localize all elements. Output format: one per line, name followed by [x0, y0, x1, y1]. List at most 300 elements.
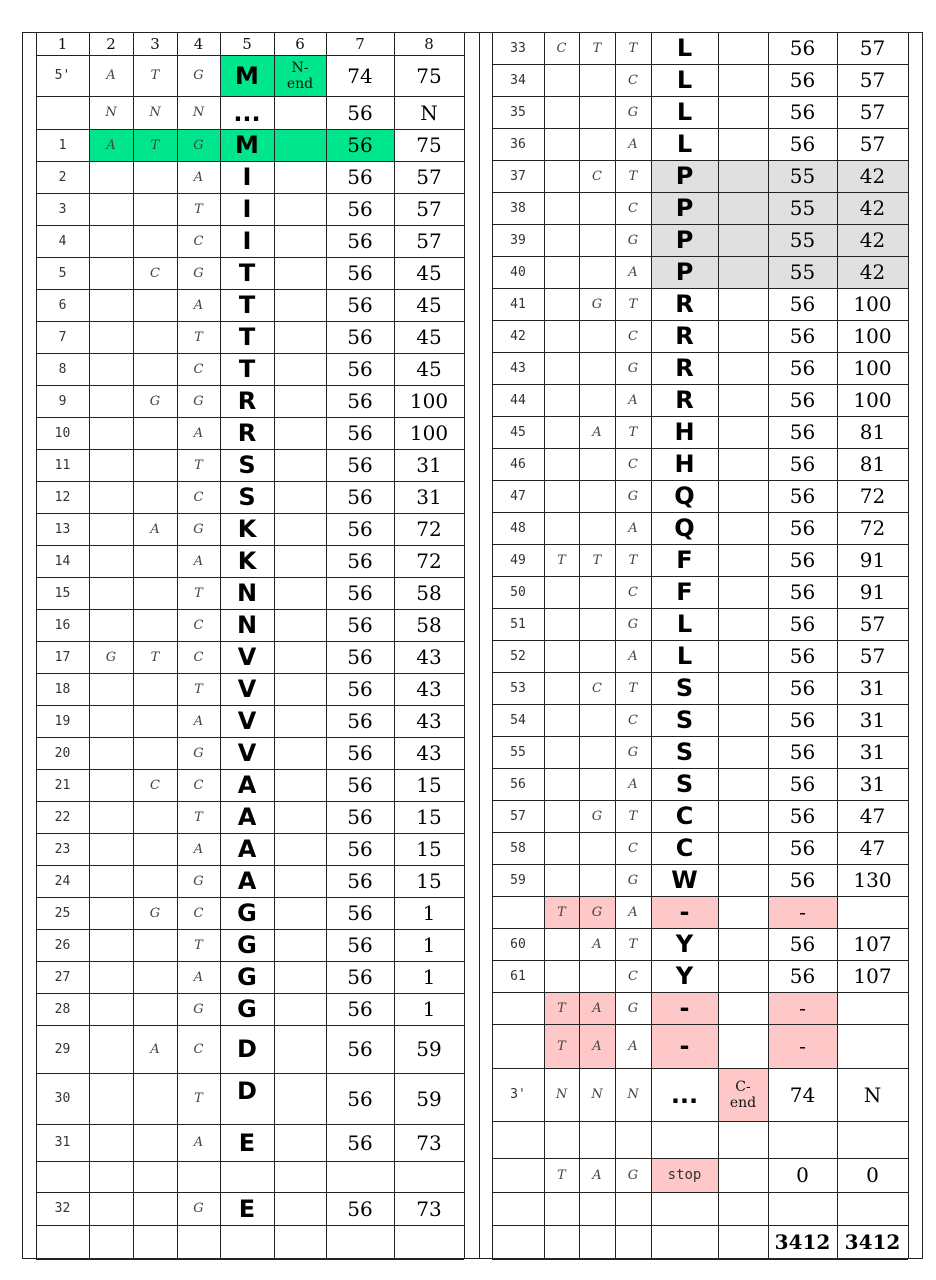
- right-row-rule: [492, 544, 908, 545]
- left-cell-b3: T: [194, 329, 203, 345]
- left-cell-b2: G: [149, 393, 161, 409]
- left-cell-c7: 56: [347, 485, 373, 509]
- right-row-rule: [492, 960, 908, 961]
- right-row-rule: [492, 96, 908, 97]
- left-row-rule: [36, 449, 464, 450]
- right-cell-b1: T: [557, 1038, 566, 1054]
- right-cell-c7: 56: [789, 388, 816, 412]
- left-cell-c7: 56: [347, 709, 373, 733]
- left-cell-n: 7: [58, 329, 67, 345]
- right-rule: [718, 32, 719, 1259]
- left-cell-c7: 56: [347, 613, 373, 637]
- left-cell-n: 19: [54, 713, 71, 729]
- left-cell-n: 5: [58, 265, 67, 281]
- right-row-rule: [492, 512, 908, 513]
- left-cell-aa: D: [237, 1035, 257, 1063]
- right-rule: [479, 32, 480, 1259]
- left-cell-b2: N: [149, 105, 161, 120]
- right-row-rule: [492, 1158, 908, 1159]
- right-cell-aa: P: [675, 194, 694, 222]
- right-cell-b2: G: [591, 296, 603, 312]
- left-cell-b3: C: [193, 1041, 204, 1057]
- left-row-rule: [36, 321, 464, 322]
- left-cell-aa: T: [238, 323, 256, 351]
- header-rule: [36, 55, 464, 56]
- right-row-rule: [492, 992, 908, 993]
- left-cell-aa: I: [242, 195, 252, 223]
- right-rule: [544, 32, 545, 1259]
- left-cell-n: 13: [54, 521, 71, 537]
- right-cell-c7: 56: [789, 100, 816, 124]
- left-cell-b3: N: [192, 105, 205, 120]
- left-cell-aa: V: [237, 675, 257, 703]
- left-cell-c7: 56: [347, 1086, 373, 1111]
- left-cell-c7: 56: [347, 133, 373, 157]
- left-cell-aa: M: [235, 131, 259, 159]
- right-cell-c7: 55: [789, 164, 816, 188]
- right-cell-b2: N: [591, 1087, 603, 1102]
- left-cell-c8: 75: [416, 133, 442, 157]
- left-cell-aa: E: [238, 1194, 256, 1223]
- right-row-rule: [492, 1259, 908, 1260]
- left-row-rule: [36, 385, 464, 386]
- right-cell-b1: C: [556, 40, 567, 56]
- left-cell-c8: 1: [422, 933, 436, 957]
- right-cell-aa: S: [675, 770, 694, 798]
- right-cell-c7: 56: [789, 356, 816, 380]
- right-cell-aa: Q: [674, 482, 695, 510]
- right-row-rule: [492, 192, 908, 193]
- left-row-rule: [36, 161, 464, 162]
- right-cell-aa: H: [674, 450, 695, 478]
- left-cell-aa: V: [237, 643, 257, 671]
- left-row-rule: [36, 353, 464, 354]
- right-cell-c8: 31: [859, 740, 886, 764]
- left-row-rule: [36, 833, 464, 834]
- right-rule: [922, 32, 923, 1259]
- right-rule: [492, 32, 493, 1259]
- left-row-rule: [36, 225, 464, 226]
- left-cell-n: 9: [58, 393, 67, 409]
- right-cell-n: 60: [510, 936, 526, 952]
- right-cell-aa: -: [679, 1032, 690, 1060]
- right-cell-b2: A: [592, 1167, 602, 1183]
- right-cell-b2: A: [592, 1000, 602, 1016]
- right-cell-c8: 100: [853, 324, 892, 348]
- right-cell-b3: A: [628, 392, 638, 408]
- left-cell-n: 24: [54, 873, 71, 889]
- left-cell-b3: G: [193, 745, 204, 761]
- right-cell-aa: C: [675, 802, 694, 830]
- left-row-rule: [36, 641, 464, 642]
- left-cell-n: 26: [54, 937, 71, 953]
- left-row-rule: [36, 865, 464, 866]
- left-cell-b2: G: [149, 905, 161, 921]
- right-cell-n: 34: [510, 72, 526, 88]
- left-row-rule: [36, 705, 464, 706]
- left-cell-c7: 56: [347, 1130, 373, 1155]
- left-cell-c7: 56: [347, 357, 373, 381]
- right-cell-b2: C: [592, 168, 602, 184]
- left-cell-aa: R: [237, 419, 257, 447]
- right-cell-b2: A: [592, 936, 602, 952]
- left-cell-b3: C: [193, 233, 204, 249]
- right-cell-c8: 72: [859, 516, 886, 540]
- left-cell-c7: 56: [347, 100, 373, 125]
- right-cell-aa: L: [676, 642, 693, 670]
- right-cell-aa: L: [676, 98, 693, 126]
- left-cell-n: 31: [54, 1135, 71, 1150]
- right-cell-n: 39: [510, 232, 526, 248]
- right-cell-c8: 57: [859, 612, 886, 636]
- right-cell-c8: 91: [859, 580, 886, 604]
- column-header-2: 2: [106, 34, 116, 53]
- right-cell-aa: -: [679, 898, 690, 926]
- right-cell-n: 41: [510, 296, 526, 312]
- right-cell-n: 40: [510, 264, 526, 280]
- left-cell-b3: G: [193, 873, 204, 889]
- column-header-1: 1: [57, 34, 68, 53]
- left-cell-c8: 1: [422, 901, 436, 925]
- right-cell-aa: F: [676, 546, 693, 574]
- left-cell-c8: 58: [416, 581, 442, 605]
- left-cell-c8: 43: [416, 645, 442, 669]
- right-cell-b3: G: [627, 1000, 639, 1016]
- right-cell-aa: R: [675, 322, 694, 350]
- right-cell-b3: G: [627, 616, 639, 632]
- left-row-rule: [36, 96, 464, 97]
- right-cell-c7: 56: [789, 708, 816, 732]
- left-cell-b3: T: [194, 681, 203, 697]
- right-row-rule: [492, 1225, 908, 1226]
- right-row-rule: [492, 576, 908, 577]
- left-cell-n: 21: [54, 777, 71, 793]
- left-cell-c8: 15: [416, 805, 442, 829]
- left-row-rule: [36, 737, 464, 738]
- left-cell-c8: 43: [416, 741, 442, 765]
- left-row-rule: [36, 289, 464, 290]
- left-cell-aa: A: [237, 867, 257, 895]
- right-cell-b3: N: [627, 1087, 639, 1102]
- left-cell-c8: 1: [422, 965, 436, 989]
- right-cell-n: 47: [510, 488, 526, 504]
- left-cell-c8: 45: [416, 325, 442, 349]
- right-cell-n: 48: [510, 520, 526, 536]
- left-cell-c8: 15: [416, 869, 442, 893]
- right-cell-b2: T: [592, 552, 602, 568]
- left-cell-c7: 56: [347, 325, 373, 349]
- left-cell-b3: C: [193, 617, 204, 633]
- right-cell-c7: 56: [789, 452, 816, 476]
- right-cell-c7: 56: [789, 292, 816, 316]
- left-cell-n: 12: [54, 489, 71, 505]
- left-row-rule: [36, 801, 464, 802]
- right-row-rule: [492, 480, 908, 481]
- codon-usage-table: [22, 32, 922, 1259]
- left-cell-n: 17: [54, 649, 71, 665]
- left-cell-n: 16: [54, 617, 71, 633]
- left-cell-n: 6: [58, 297, 67, 313]
- right-row-rule: [492, 768, 908, 769]
- left-cell-n: 15: [54, 585, 71, 601]
- right-cell-aa: S: [675, 674, 694, 702]
- right-cell-aa: P: [675, 162, 694, 190]
- right-cell-c8: 81: [859, 452, 886, 476]
- left-cell-c7: 56: [347, 869, 373, 893]
- left-row-rule: [36, 993, 464, 994]
- right-cell-c7: 56: [789, 484, 816, 508]
- left-cell-b3: T: [194, 809, 203, 825]
- right-row-rule: [492, 256, 908, 257]
- left-cell-c8: 75: [416, 63, 442, 88]
- left-cell-c8: 57: [416, 197, 442, 221]
- left-cell-n: 22: [54, 809, 71, 825]
- left-cell-aa: V: [237, 739, 257, 767]
- right-cell-c8: 42: [859, 196, 886, 220]
- right-cell-n: 3': [510, 1087, 526, 1102]
- left-row-rule: [36, 673, 464, 674]
- right-cell-c7: 56: [789, 964, 816, 988]
- left-cell-aa: K: [237, 547, 257, 575]
- right-row-rule: [492, 320, 908, 321]
- left-cell-note: N- end: [286, 59, 314, 92]
- right-cell-c8: 57: [859, 36, 886, 60]
- left-cell-n: 30: [54, 1091, 71, 1106]
- right-cell-aa: S: [675, 738, 694, 766]
- right-row-rule: [492, 1192, 908, 1193]
- right-cell-b3: C: [628, 328, 638, 344]
- left-rule: [36, 32, 37, 1259]
- left-cell-c7: 56: [347, 677, 373, 701]
- left-cell-b3: C: [193, 489, 204, 505]
- right-row-rule: [492, 1068, 908, 1069]
- right-cell-c7: 0: [796, 1163, 809, 1187]
- right-cell-c8: 57: [859, 100, 886, 124]
- right-cell-b3: A: [628, 904, 638, 920]
- right-cell-aa: P: [675, 226, 694, 254]
- right-cell-c8: 72: [859, 484, 886, 508]
- right-cell-c7: 56: [789, 644, 816, 668]
- left-cell-aa: T: [238, 259, 256, 287]
- right-rule: [615, 32, 616, 1259]
- left-cell-c7: 56: [347, 965, 373, 989]
- right-cell-b3: G: [627, 1167, 639, 1183]
- right-cell-b3: A: [628, 136, 638, 152]
- left-cell-c8: 1: [422, 997, 436, 1021]
- left-cell-n: 23: [54, 841, 71, 857]
- right-cell-c8: 100: [853, 292, 892, 316]
- right-cell-c8: 42: [859, 164, 886, 188]
- left-cell-c7: 56: [347, 453, 373, 477]
- right-cell-aa: L: [676, 66, 693, 94]
- left-cell-n: 25: [54, 905, 71, 921]
- left-cell-c8: 43: [416, 709, 442, 733]
- left-row-rule: [36, 257, 464, 258]
- right-cell-c7: 56: [789, 548, 816, 572]
- left-cell-c8: 31: [416, 453, 442, 477]
- left-row-rule: [36, 417, 464, 418]
- left-row-rule: [36, 577, 464, 578]
- left-cell-n: 5': [54, 68, 71, 83]
- right-cell-b2: A: [592, 424, 602, 440]
- right-cell-c8: 81: [859, 420, 886, 444]
- right-cell-b2: C: [592, 680, 602, 696]
- right-cell-b2: G: [591, 808, 603, 824]
- right-cell-aa: Q: [674, 514, 695, 542]
- right-cell-n: 42: [510, 328, 526, 344]
- right-cell-aa: L: [676, 130, 693, 158]
- left-cell-aa: G: [237, 963, 257, 991]
- right-rule: [651, 32, 652, 1259]
- left-cell-c7: 56: [347, 421, 373, 445]
- left-cell-n: 32: [54, 1201, 71, 1216]
- right-cell-c8: 0: [866, 1163, 879, 1187]
- right-cell-aa: H: [674, 418, 695, 446]
- right-cell-c8: 130: [853, 868, 892, 892]
- right-cell-b3: A: [628, 1038, 638, 1054]
- left-rule: [464, 32, 465, 1259]
- left-cell-aa: T: [238, 291, 256, 319]
- right-row-rule: [492, 160, 908, 161]
- left-cell-aa: A: [237, 803, 257, 831]
- right-cell-n: 58: [510, 840, 526, 856]
- left-row-rule: [36, 1259, 464, 1260]
- right-cell-c8: 107: [853, 932, 892, 956]
- left-cell-n: 1: [58, 137, 67, 153]
- left-row-rule: [36, 545, 464, 546]
- left-cell-b3: C: [193, 777, 204, 793]
- right-cell-n: 37: [510, 168, 526, 184]
- left-cell-b3: C: [193, 649, 204, 665]
- left-cell-c7: 56: [347, 389, 373, 413]
- left-cell-b3: T: [194, 937, 203, 953]
- left-cell-c7: 56: [347, 549, 373, 573]
- right-cell-b3: G: [627, 360, 639, 376]
- left-cell-c8: 100: [409, 421, 449, 445]
- left-cell-b3: G: [193, 521, 204, 537]
- right-cell-b3: C: [628, 840, 638, 856]
- right-cell-c7: 56: [789, 676, 816, 700]
- left-cell-n: 20: [54, 745, 71, 761]
- right-cell-b3: A: [628, 648, 638, 664]
- left-cell-aa: G: [237, 931, 257, 959]
- left-cell-c7: 56: [347, 261, 373, 285]
- column-header-6: 6: [295, 34, 305, 53]
- right-row-rule: [492, 864, 908, 865]
- left-rule: [220, 32, 221, 1259]
- left-cell-aa: G: [237, 899, 257, 927]
- left-row-rule: [36, 1124, 464, 1125]
- left-cell-b1: G: [105, 649, 117, 665]
- left-cell-b1: A: [106, 68, 116, 83]
- right-cell-b3: T: [628, 40, 638, 56]
- column-header-8: 8: [424, 34, 434, 53]
- right-cell-n: 43: [510, 360, 526, 376]
- right-cell-n: 35: [510, 104, 526, 120]
- left-cell-c7: 56: [347, 581, 373, 605]
- right-cell-aa: stop: [667, 1167, 702, 1183]
- right-cell-b3: G: [627, 104, 639, 120]
- right-cell-b3: T: [628, 552, 638, 568]
- right-cell-b3: C: [628, 72, 638, 88]
- column-header-4: 4: [193, 34, 204, 53]
- left-cell-c8: 57: [416, 165, 442, 189]
- right-cell-c7: -: [799, 996, 806, 1020]
- left-cell-c7: 56: [347, 933, 373, 957]
- right-cell-c7: 56: [789, 612, 816, 636]
- left-cell-c8: 43: [416, 677, 442, 701]
- left-cell-aa: V: [237, 707, 257, 735]
- left-cell-b3: A: [193, 425, 204, 441]
- right-cell-b2: T: [592, 40, 602, 56]
- right-cell-n: 55: [510, 744, 526, 760]
- right-row-rule: [492, 384, 908, 385]
- left-cell-c8: 59: [416, 1037, 442, 1061]
- right-cell-b3: G: [627, 744, 639, 760]
- left-cell-c7: 56: [347, 293, 373, 317]
- left-cell-c7: 56: [347, 229, 373, 253]
- right-cell-c8: 91: [859, 548, 886, 572]
- right-cell-aa: L: [676, 34, 693, 62]
- left-cell-n: 10: [54, 425, 71, 441]
- left-cell-b3: T: [194, 457, 203, 473]
- right-cell-c8: 57: [859, 68, 886, 92]
- left-row-rule: [36, 1225, 464, 1226]
- left-row-rule: [36, 1073, 464, 1074]
- left-cell-b3: A: [193, 553, 204, 569]
- right-cell-n: 51: [510, 616, 526, 632]
- left-rule: [22, 32, 23, 1259]
- right-cell-c7: -: [799, 900, 806, 924]
- total-c8: 3412: [844, 1230, 901, 1254]
- right-cell-c8: 100: [853, 356, 892, 380]
- left-cell-b2: C: [150, 777, 160, 793]
- right-cell-aa: F: [676, 578, 693, 606]
- left-cell-b3: G: [193, 265, 204, 281]
- left-cell-b1: A: [106, 137, 116, 153]
- left-row-rule: [36, 513, 464, 514]
- left-cell-aa: K: [237, 515, 257, 543]
- right-cell-c8: 31: [859, 676, 886, 700]
- right-cell-c7: 55: [789, 196, 816, 220]
- right-cell-aa: R: [675, 386, 694, 414]
- left-cell-n: 27: [54, 969, 71, 985]
- left-cell-b3: A: [193, 169, 204, 185]
- left-cell-b3: T: [194, 585, 203, 601]
- right-cell-b1: T: [557, 552, 566, 568]
- right-rule: [579, 32, 580, 1259]
- right-cell-aa: S: [675, 706, 694, 734]
- right-row-rule: [492, 672, 908, 673]
- left-cell-b3: C: [193, 905, 204, 921]
- left-cell-c8: 73: [416, 1196, 442, 1221]
- left-rule: [177, 32, 178, 1259]
- right-cell-c7: 55: [789, 228, 816, 252]
- right-cell-n: 59: [510, 872, 526, 888]
- right-cell-c8: 107: [853, 964, 892, 988]
- left-cell-b3: G: [193, 393, 204, 409]
- left-cell-b3: A: [193, 841, 204, 857]
- right-cell-c7: 56: [789, 132, 816, 156]
- left-cell-c8: 72: [416, 517, 442, 541]
- right-rule: [837, 32, 838, 1259]
- left-cell-c7: 56: [347, 741, 373, 765]
- left-cell-b3: A: [193, 1135, 204, 1150]
- right-cell-n: 54: [510, 712, 526, 728]
- right-cell-b3: C: [628, 200, 638, 216]
- right-cell-b3: G: [627, 232, 639, 248]
- right-cell-c7: 56: [789, 68, 816, 92]
